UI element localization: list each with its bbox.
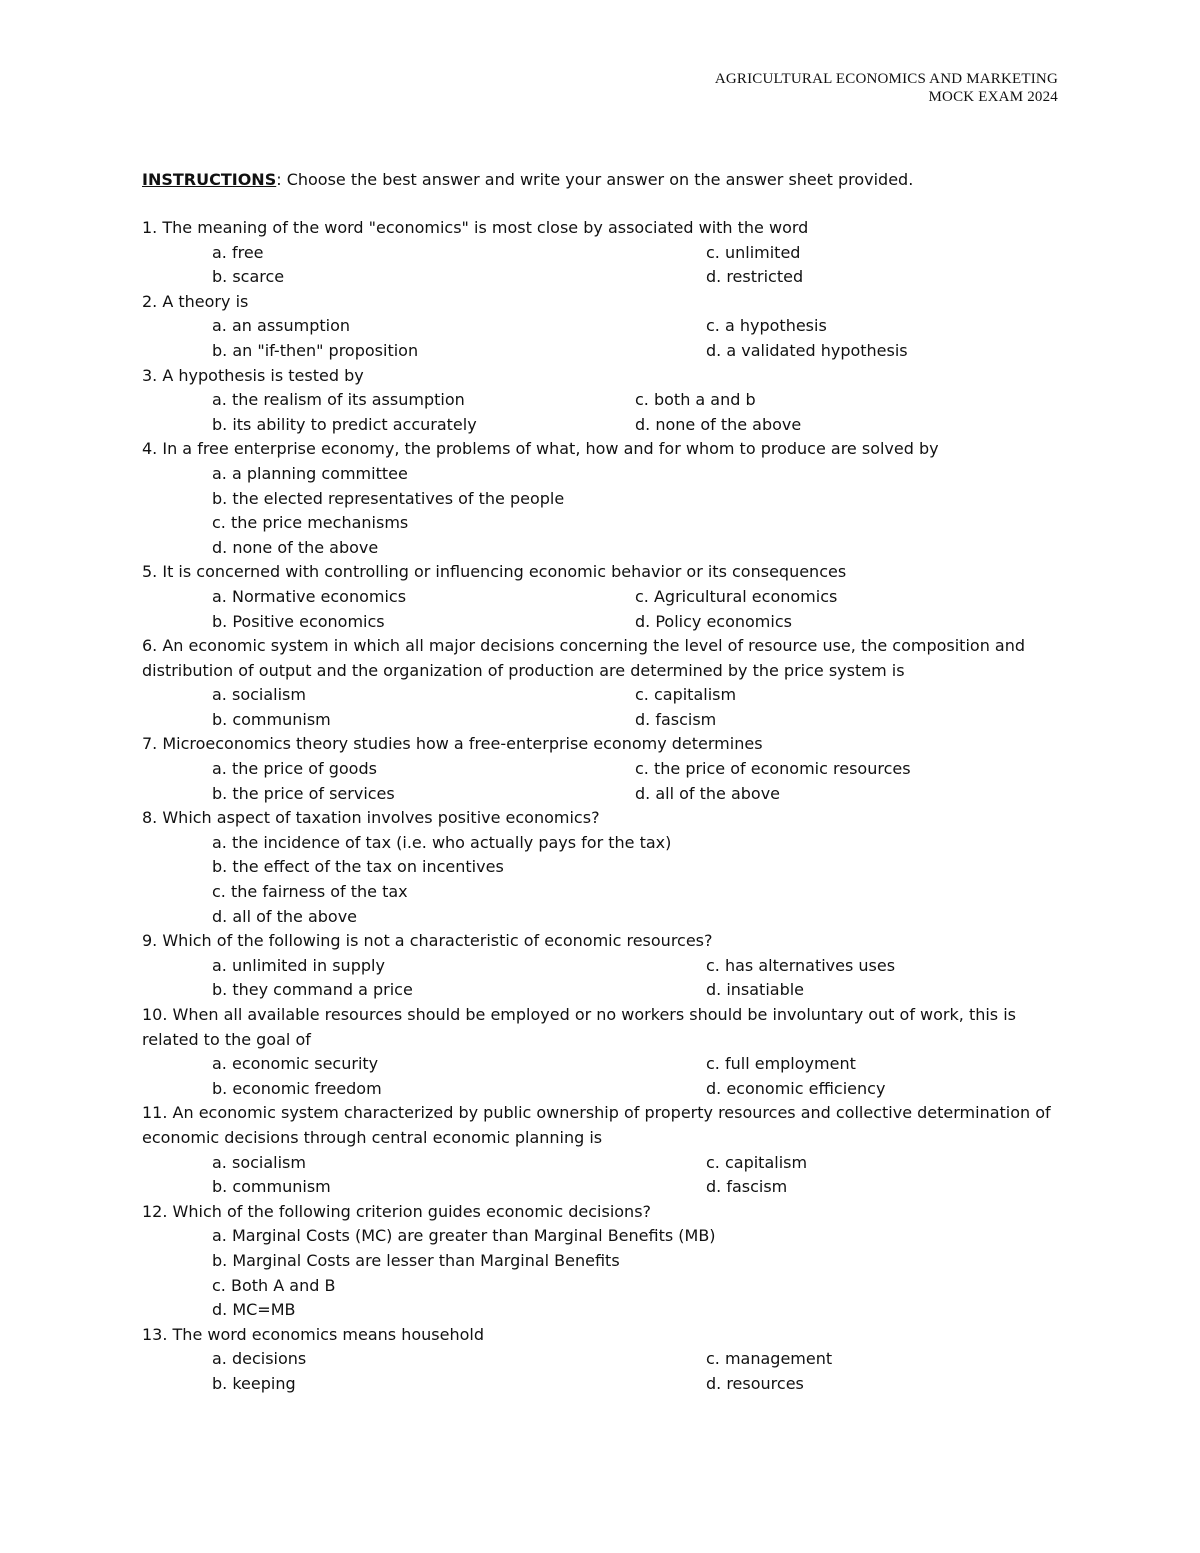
option-row	[142, 1052, 1062, 1077]
answer-option: b. keeping	[212, 1373, 296, 1393]
option-row	[142, 855, 1062, 880]
option-row	[142, 1274, 1062, 1299]
answer-option: a. the incidence of tax (i.e. who actually pays for the tax)	[212, 832, 672, 852]
option-row	[142, 782, 1062, 807]
option-row	[142, 462, 1062, 487]
answer-option: b. the effect of the tax on incentives	[212, 857, 504, 877]
answer-option: a. decisions	[212, 1349, 307, 1369]
option-row	[142, 1224, 1062, 1249]
option-row	[142, 905, 1062, 930]
option-row	[142, 241, 1062, 266]
option-row	[142, 1077, 1062, 1102]
header-exam-title: MOCK EXAM 2024	[928, 89, 1058, 105]
answer-option: a. the realism of its assumption	[212, 390, 465, 410]
answer-option: d. insatiable	[706, 980, 805, 1000]
option-row	[142, 1249, 1062, 1274]
answer-option: b. its ability to predict accurately	[212, 414, 477, 434]
answer-option: b. they command a price	[212, 980, 413, 1000]
option-row	[142, 487, 1062, 512]
question-13	[142, 1323, 1062, 1397]
answer-option: c. management	[706, 1349, 833, 1369]
answer-option: d. none of the above	[635, 414, 802, 434]
answer-option: d. MC=MB	[212, 1300, 296, 1320]
answer-option: d. fascism	[635, 709, 717, 729]
question-text: 3. A hypothesis is tested by	[142, 365, 364, 385]
answer-option: b. scarce	[212, 267, 285, 287]
question-text: 8. Which aspect of taxation involves positive economics?	[142, 808, 600, 828]
answer-option: b. economic freedom	[212, 1078, 382, 1098]
answer-option: d. fascism	[706, 1177, 788, 1197]
option-row	[142, 314, 1062, 339]
question-text: 6. An economic system in which all major decisions concerning the level of resource use, the composition and distribution of output and the organization of production are determined by the price system is	[142, 636, 1026, 680]
answer-option: b. an "if-then" proposition	[212, 340, 419, 360]
answer-option: a. economic security	[212, 1054, 379, 1074]
question-text: 7. Microeconomics theory studies how a free-enterprise economy determines	[142, 734, 763, 754]
answer-option: c. a hypothesis	[706, 316, 827, 336]
option-row	[142, 683, 1062, 708]
question-text: 10. When all available resources should be employed or no workers should be involuntary out of work, this is related to the goal of	[142, 1005, 1016, 1049]
option-row	[142, 1372, 1062, 1397]
answer-option: c. capitalism	[635, 685, 737, 705]
answer-option: c. both a and b	[635, 390, 756, 410]
answer-option: c. has alternatives uses	[706, 955, 896, 975]
question-12	[142, 1200, 1062, 1323]
answer-option: c. full employment	[706, 1054, 856, 1074]
question-text: 11. An economic system characterized by public ownership of property resources and collective determination of economic decisions through central economic planning is	[142, 1103, 1051, 1147]
option-row	[142, 265, 1062, 290]
answer-option: b. Positive economics	[212, 611, 385, 631]
instructions-text: : Choose the best answer and write your answer on the answer sheet provided.	[276, 170, 914, 189]
answer-option: d. all of the above	[212, 906, 358, 926]
option-row	[142, 880, 1062, 905]
answer-option: c. Both A and B	[212, 1275, 336, 1295]
question-9	[142, 929, 1062, 1003]
answer-option: b. communism	[212, 709, 331, 729]
answer-option: a. Marginal Costs (MC) are greater than Marginal Benefits (MB)	[212, 1226, 716, 1246]
question-text: 9. Which of the following is not a characteristic of economic resources?	[142, 931, 713, 951]
option-row	[142, 1151, 1062, 1176]
answer-option: d. economic efficiency	[706, 1078, 886, 1098]
answer-option: a. an assumption	[212, 316, 351, 336]
answer-option: a. socialism	[212, 1152, 306, 1172]
option-row	[142, 954, 1062, 979]
question-6	[142, 634, 1062, 732]
answer-option: a. a planning committee	[212, 463, 408, 483]
answer-option: c. the fairness of the tax	[212, 882, 408, 902]
answer-option: d. a validated hypothesis	[706, 340, 908, 360]
answer-option: b. Marginal Costs are lesser than Marginal Benefits	[212, 1250, 620, 1270]
option-row	[142, 708, 1062, 733]
answer-option: d. none of the above	[212, 537, 379, 557]
question-3	[142, 364, 1062, 438]
question-1	[142, 216, 1062, 290]
answer-option: a. Normative economics	[212, 586, 407, 606]
question-list	[142, 216, 1062, 1397]
answer-option: d. all of the above	[635, 783, 781, 803]
question-text: 5. It is concerned with controlling or influencing economic behavior or its consequences	[142, 562, 847, 582]
instructions-label: INSTRUCTIONS	[142, 170, 277, 189]
option-row	[142, 388, 1062, 413]
option-row	[142, 511, 1062, 536]
answer-option: d. restricted	[706, 267, 804, 287]
question-10	[142, 1003, 1062, 1101]
answer-option: b. the price of services	[212, 783, 395, 803]
answer-option: a. socialism	[212, 685, 306, 705]
option-row	[142, 413, 1062, 438]
option-row	[142, 831, 1062, 856]
question-4	[142, 437, 1062, 560]
answer-option: b. communism	[212, 1177, 331, 1197]
answer-option: c. the price mechanisms	[212, 513, 409, 533]
question-text: 1. The meaning of the word "economics" is most close by associated with the word	[142, 218, 809, 237]
question-2	[142, 290, 1062, 364]
option-row	[142, 585, 1062, 610]
option-row	[142, 1298, 1062, 1323]
answer-option: b. the elected representatives of the people	[212, 488, 565, 508]
answer-option: a. the price of goods	[212, 759, 377, 779]
header-course-title: AGRICULTURAL ECONOMICS AND MARKETING	[714, 71, 1058, 87]
answer-option: c. capitalism	[706, 1152, 808, 1172]
option-row	[142, 610, 1062, 635]
instructions	[142, 168, 1062, 192]
option-row	[142, 1175, 1062, 1200]
answer-option: d. resources	[706, 1373, 804, 1393]
answer-option: c. unlimited	[706, 242, 801, 262]
option-row	[142, 978, 1062, 1003]
answer-option: a. unlimited in supply	[212, 955, 385, 975]
question-text: 2. A theory is	[142, 291, 249, 311]
option-row	[142, 757, 1062, 782]
question-8	[142, 806, 1062, 929]
page-header	[715, 70, 1058, 106]
option-row	[142, 1347, 1062, 1372]
question-text: 12. Which of the following criterion guides economic decisions?	[142, 1201, 652, 1221]
question-11	[142, 1101, 1062, 1199]
question-5	[142, 560, 1062, 634]
question-text: 13. The word economics means household	[142, 1324, 484, 1344]
option-row	[142, 339, 1062, 364]
answer-option: c. the price of economic resources	[635, 759, 911, 779]
answer-option: d. Policy economics	[635, 611, 792, 631]
question-7	[142, 732, 1062, 806]
answer-option: a. free	[212, 242, 264, 262]
option-row	[142, 536, 1062, 561]
answer-option: c. Agricultural economics	[635, 586, 838, 606]
question-text: 4. In a free enterprise economy, the problems of what, how and for whom to produce are solved by	[142, 439, 939, 459]
